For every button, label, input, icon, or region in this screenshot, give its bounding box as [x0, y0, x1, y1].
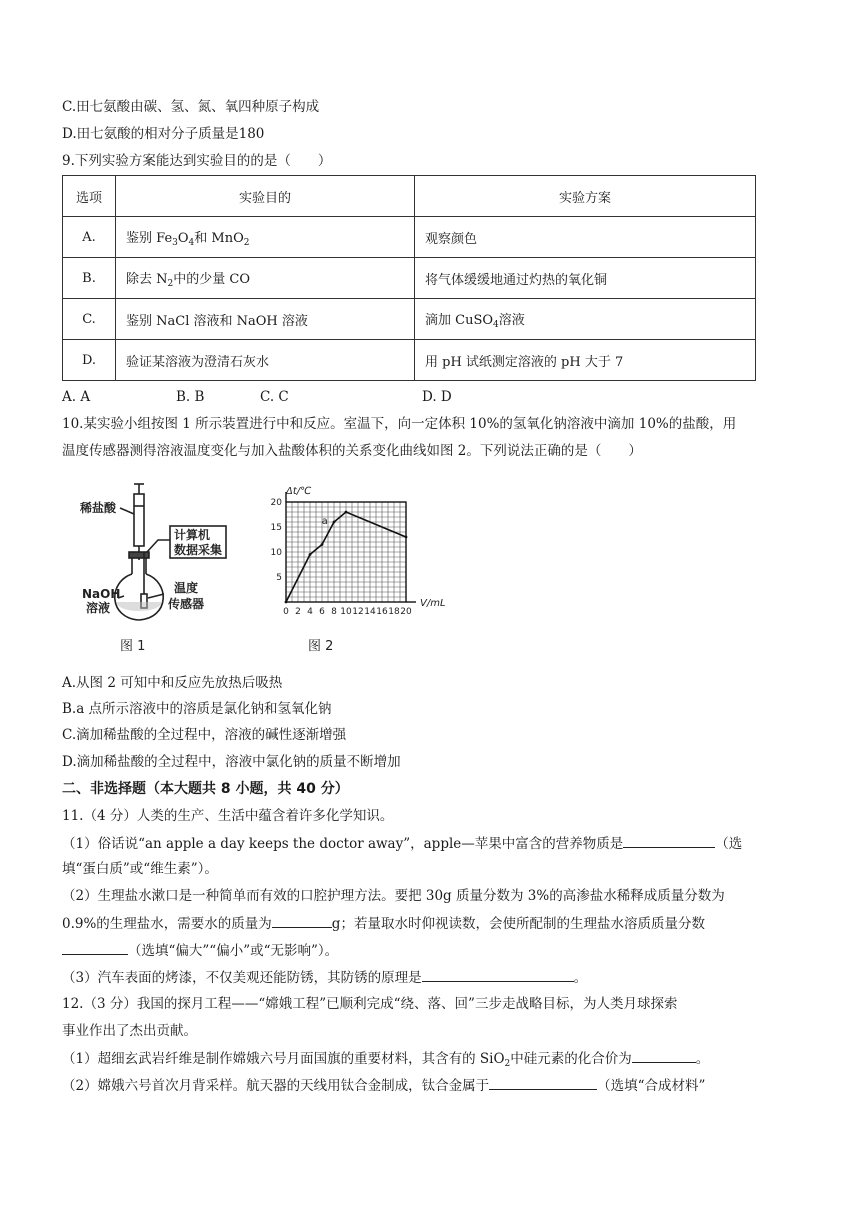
x-tick-label: 8 — [331, 607, 337, 617]
row-plan: 观察颜色 — [415, 217, 756, 258]
row-aim: 鉴别 NaCl 溶液和 NaOH 溶液 — [116, 299, 415, 340]
y-tick-label: 10 — [270, 548, 282, 558]
q9-stem: 9.下列实验方案能达到实验目的的是（ ） — [62, 153, 332, 169]
q9-table — [62, 175, 756, 381]
answer-d: D. D — [422, 389, 452, 405]
q12-part2: （2）嫦娥六号首次月背采样。航天器的天线用钛合金制成，钛合金属于 （选填“合成材料” — [62, 1075, 705, 1096]
q9-answer-options — [62, 387, 536, 407]
q11-part1: （1）俗话说“an apple a day keeps the doctor away”，apple—苹果中富含的营养物质是 （选 — [62, 833, 742, 854]
header-aim: 实验目的 — [116, 176, 415, 217]
data-point — [285, 601, 288, 604]
q11-part1-cont: 填“蛋白质”或“维生素”）。 — [62, 861, 218, 877]
row-aim: 鉴别 $Fe_3O_4$和 MnO$_2$ — [116, 217, 415, 258]
row-aim: 除去 $N_2$中的少量 CO — [116, 258, 415, 299]
q11-part2: （2）生理盐水漱口是一种简单而有效的口腔护理方法。要把 30g 质量分数为 3%的高渗盐水稀释成质量分数为 — [62, 888, 725, 904]
answer-blank[interactable] — [489, 1075, 597, 1090]
answer-blank[interactable] — [62, 940, 128, 955]
x-tick-label: 4 — [307, 607, 313, 617]
q10-option-c: C.滴加稀盐酸的全过程中，溶液的碱性逐渐增强 — [62, 727, 347, 743]
computer-label-1: 计算机 — [174, 528, 211, 542]
naoh-label-1: NaOH — [82, 587, 121, 601]
row-option: C. — [63, 299, 116, 340]
q8-option-c: C.田七氨酸由碳、氢、氮、氧四种原子构成 — [62, 99, 320, 115]
x-tick-label: 12 — [352, 607, 364, 617]
q11-part2-end: （选填“偏大”“偏小”或“无影响”）。 — [62, 940, 338, 961]
answer-b: B. B — [176, 389, 205, 405]
x-tick-label: 10 — [340, 607, 352, 617]
answer-c: C. C — [260, 389, 289, 405]
data-point — [309, 553, 312, 556]
y-tick-label: 20 — [270, 498, 282, 508]
q10-stem-line2: 温度传感器测得溶液温度变化与加入盐酸体积的关系变化曲线如图 2。下列说法正确的是（ ） — [62, 443, 642, 459]
chart-xlabel: V/mL — [420, 598, 446, 609]
fig2-caption: 图 2 — [308, 639, 334, 654]
chart-ylabel: Δt/℃ — [286, 486, 312, 497]
data-point — [333, 521, 336, 524]
data-point — [321, 543, 324, 546]
x-tick-label: 0 — [283, 607, 289, 617]
row-plan: 用 pH 试纸测定溶液的 pH 大于 7 — [415, 340, 756, 381]
answer-blank[interactable] — [623, 833, 715, 848]
q8-option-d: D.田七氨酸的相对分子质量是180 — [62, 126, 265, 142]
acid-label: 稀盐酸 — [80, 501, 117, 515]
table-row — [63, 299, 756, 340]
sensor-label-2: 传感器 — [168, 597, 205, 611]
row-option: D. — [63, 340, 116, 381]
x-tick-label: 20 — [400, 607, 412, 617]
y-tick-label: 15 — [270, 523, 282, 533]
naoh-label-2: 溶液 — [86, 601, 111, 615]
row-aim: 验证某溶液为澄清石灰水 — [116, 340, 415, 381]
chart-annotation-a: a — [321, 516, 328, 527]
q12-stem: 12.（3 分）我国的探月工程——“嫦娥工程”已顺利完成“绕、落、回”三步走战略目标，为人类月球探索 — [62, 996, 678, 1012]
header-option: 选项 — [63, 176, 116, 217]
header-plan: 实验方案 — [415, 176, 756, 217]
data-point — [345, 511, 348, 514]
x-tick-label: 2 — [295, 607, 301, 617]
q10-stem-line1: 10.某实验小组按图 1 所示装置进行中和反应。室温下，向一定体积 10%的氢氧化钠溶液中滴加 10%的盐酸，用 — [62, 416, 737, 432]
row-option: B. — [63, 258, 116, 299]
table-header-row — [63, 176, 756, 217]
q12-stem-cont: 事业作出了杰出贡献。 — [62, 1023, 197, 1039]
row-option: A. — [63, 217, 116, 258]
x-tick-label: 18 — [388, 607, 400, 617]
y-tick-label: 5 — [276, 573, 282, 583]
answer-blank[interactable] — [272, 913, 332, 928]
row-plan: 将气体缓缓地通过灼热的氧化铜 — [415, 258, 756, 299]
table-row — [63, 217, 756, 258]
section-heading: 二、非选择题（本大题共 8 小题，共 40 分） — [62, 781, 349, 797]
q12-part1: （1）超细玄武岩纤维是制作嫦娥六号月面国旗的重要材料，其含有的 SiO$_2$中硅元素的化合价为 。 — [62, 1048, 709, 1074]
x-tick-label: 14 — [364, 607, 376, 617]
table-row — [63, 258, 756, 299]
answer-blank[interactable] — [632, 1048, 696, 1063]
q10-option-a: A.从图 2 可知中和反应先放热后吸热 — [62, 675, 283, 691]
q10-option-b: B.a 点所示溶液中的溶质是氯化钠和氢氧化钠 — [62, 701, 332, 717]
temperature-chart — [262, 478, 462, 658]
x-tick-label: 6 — [319, 607, 325, 617]
table-row — [63, 340, 756, 381]
sensor-label-1: 温度 — [174, 581, 199, 595]
data-point — [405, 536, 408, 539]
q10-option-d: D.滴加稀盐酸的全过程中，溶液中氯化钠的质量不断增加 — [62, 754, 401, 770]
answer-blank[interactable] — [422, 967, 574, 982]
computer-label-2: 数据采集 — [174, 543, 223, 557]
q11-part2-cont: 0.9%的生理盐水，需要水的质量为 g；若量取水时仰视读数，会使所配制的生理盐水溶质质量分数 — [62, 913, 705, 934]
apparatus-figure — [78, 478, 248, 658]
q11-stem: 11.（4 分）人类的生产、生活中蕴含着许多化学知识。 — [62, 808, 394, 824]
x-tick-label: 16 — [376, 607, 388, 617]
fig1-caption: 图 1 — [120, 639, 146, 654]
q11-part3: （3）汽车表面的烤漆，不仅美观还能防锈，其防锈的原理是 。 — [62, 967, 587, 988]
answer-a: A. A — [62, 389, 91, 405]
row-plan: 滴加 CuSO$_4$溶液 — [415, 299, 756, 340]
